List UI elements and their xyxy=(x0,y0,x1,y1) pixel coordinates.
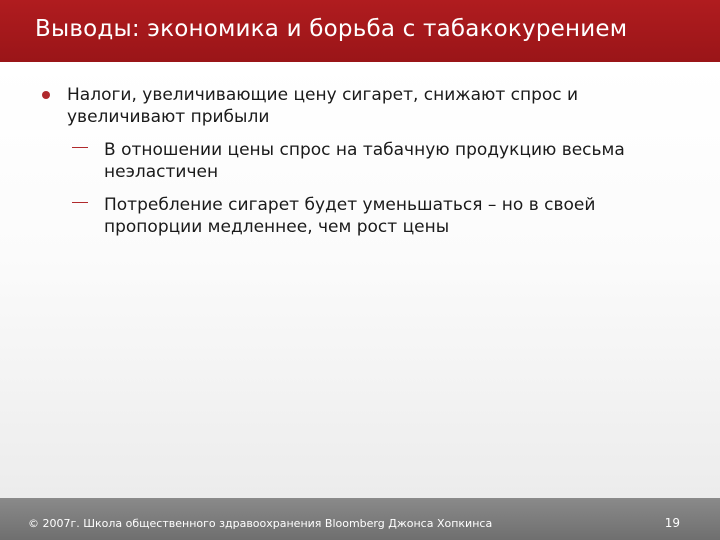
footer xyxy=(0,498,720,540)
footer-copyright: © 2007г. Школа общественного здравоохранения Bloomberg Джонса Хопкинса xyxy=(28,517,493,530)
sub-bullet-dash xyxy=(72,202,88,203)
sub-bullet-text: Потребление сигарет будет уменьшаться – но в своей пропорции медленнее, чем рост цены xyxy=(104,195,596,237)
sub-bullet-dash xyxy=(72,147,88,148)
title-bar xyxy=(0,0,720,62)
slide-title: Выводы: экономика и борьба с табакокурением xyxy=(35,16,628,42)
slide-content xyxy=(0,62,720,498)
sub-bullet-text: В отношении цены спрос на табачную продукцию весьма неэластичен xyxy=(104,140,625,182)
bullet-marker xyxy=(42,91,50,99)
page-number: 19 xyxy=(664,516,680,530)
bullet-text: Налоги, увеличивающие цену сигарет, снижают спрос и увеличивают прибыли xyxy=(67,85,579,127)
